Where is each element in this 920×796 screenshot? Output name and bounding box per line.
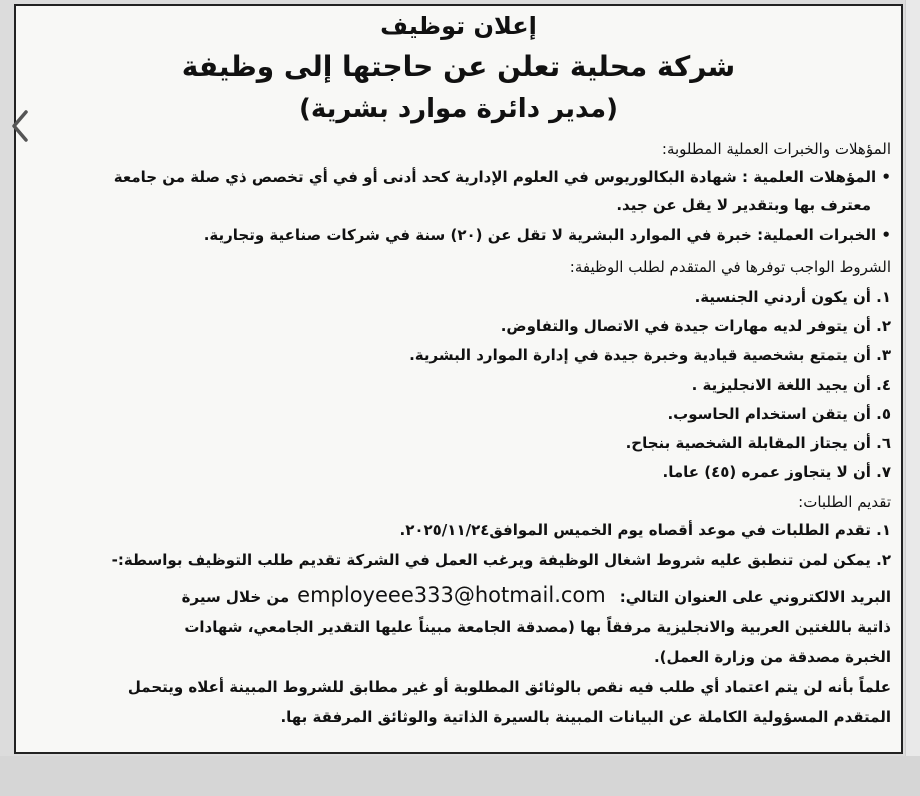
condition-item: ٤. أن يجيد اللغة الانجليزية . (691, 376, 891, 394)
condition-item: ٣. أن يتمتع بشخصية قيادية وخبرة جيدة في إدارة الموارد البشرية. (409, 346, 891, 364)
applications-heading: تقديم الطلبات: (798, 493, 891, 511)
condition-item: ٧. أن لا يتجاوز عمره (٤٥) عاما. (662, 463, 891, 481)
qualification-education-cont: معترف بها وبتقدير لا يقل عن جيد. (616, 196, 871, 214)
qualifications-heading: المؤهلات والخبرات العملية المطلوبة: (661, 140, 891, 158)
cv-line: ذاتية باللغتين العربية والانجليزية مرفقاً بها (مصدقة الجامعة مبيناً عليها التقدير الجامعي، شهادات (184, 618, 891, 636)
qualification-education: • المؤهلات العلمية : شهادة البكالوريوس في العلوم الإدارية كحد أدنى أو في أي تخصص ذي صلة من جامعة (113, 168, 891, 186)
condition-item: ١. أن يكون أردني الجنسية. (694, 288, 891, 306)
email-address[interactable]: employeee333@hotmail.com (297, 583, 606, 607)
email-intro: البريد الالكتروني على العنوان التالي: (619, 588, 891, 606)
conditions-heading: الشروط الواجب توفرها في المتقدم لطلب الوظيفة: (569, 258, 891, 276)
cv-line: الخبرة مصدقة من وزارة العمل). (653, 648, 891, 666)
email-outro: من خلال سيرة (181, 588, 290, 606)
bottom-strip (0, 756, 920, 796)
chevron-left-icon[interactable] (6, 108, 34, 144)
page-edge (905, 0, 920, 796)
application-item: ١. تقدم الطلبات في موعد أقصاه يوم الخميس الموافق٢٠٢٥/١١/٢٤. (399, 521, 891, 539)
condition-item: ٥. أن يتقن استخدام الحاسوب. (667, 405, 891, 423)
ad-title: إعلان توظيف (380, 12, 537, 40)
ad-subtitle: شركة محلية تعلن عن حاجتها إلى وظيفة (181, 50, 736, 83)
email-line (26, 584, 891, 608)
condition-item: ٦. أن يجتاز المقابلة الشخصية بنجاح. (625, 434, 891, 452)
condition-item: ٢. أن يتوفر لديه مهارات جيدة في الاتصال والتفاوض. (500, 317, 891, 335)
ad-position: (مدير دائرة موارد بشرية) (298, 94, 619, 124)
note-line: علماً بأنه لن يتم اعتماد أي طلب فيه نقص بالوثائق المطلوبة أو غير مطابق للشروط المبينة أعلاه ويتحمل (127, 678, 891, 696)
job-ad-box (14, 4, 903, 754)
qualification-experience: • الخبرات العملية: خبرة في الموارد البشرية لا تقل عن (٢٠) سنة في شركات صناعية وتجارية. (203, 226, 891, 244)
application-item: ٢. يمكن لمن تنطبق عليه شروط اشغال الوظيفة ويرغب العمل في الشركة تقديم طلب التوظيف بواسطة:- (111, 551, 891, 569)
note-line: المتقدم المسؤولية الكاملة عن البيانات المبينة بالسيرة الذاتية والوثائق المرفقة بها. (280, 708, 891, 726)
